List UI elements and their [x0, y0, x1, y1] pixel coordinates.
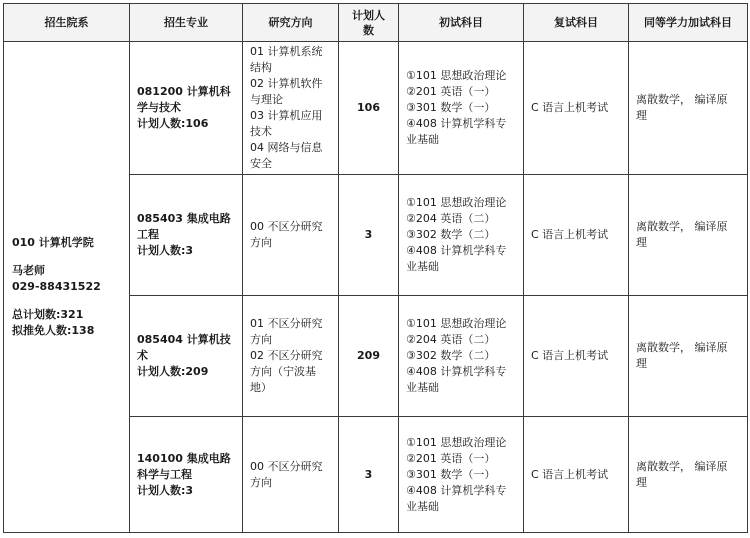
direction-line: 方向: [250, 236, 272, 249]
table-row: [4, 42, 748, 175]
subject-line: ②204 英语（二）: [406, 333, 496, 346]
subject-line: ③302 数学（二）: [406, 349, 496, 362]
major-plan: 计划人数:106: [137, 117, 209, 130]
college-phone: 029-88431522: [12, 280, 101, 293]
subject-line: 业基础: [406, 260, 439, 273]
subject-line: ①101 思想政治理论: [406, 69, 507, 82]
extra-line: 理: [636, 357, 647, 370]
major-cell: [130, 296, 243, 417]
extra-line: 理: [636, 236, 647, 249]
header-plan: 计划人数: [339, 4, 399, 42]
admission-table: [3, 3, 748, 533]
major-line: 科学与工程: [137, 467, 192, 481]
major-line: 术: [137, 349, 148, 362]
direction-line: 02 计算机软件: [250, 77, 323, 90]
extra-line: 离散数学， 编译原: [636, 220, 728, 233]
extra-line: 离散数学， 编译原: [636, 93, 728, 106]
major-plan: 计划人数:3: [137, 244, 194, 257]
extra-line: 离散数学， 编译原: [636, 341, 728, 354]
subject-line: 业基础: [406, 381, 439, 394]
major-cell: [130, 175, 243, 296]
major-line: 学与技术: [137, 101, 181, 114]
subject-line: ④408 计算机学科专: [406, 117, 507, 130]
header-row: [4, 4, 748, 42]
subject-line: ③301 数学（一）: [406, 467, 496, 481]
subjects-cell: [399, 175, 524, 296]
direction-line: 与理论: [250, 93, 283, 106]
direction-line: 00 不区分研究: [250, 220, 323, 233]
major-line: 140100 集成电路: [137, 451, 231, 465]
subject-line: ①101 思想政治理论: [406, 196, 507, 209]
plan-count: 3: [339, 175, 399, 296]
subject-line: ②201 英语（一）: [406, 451, 496, 465]
subject-line: ②201 英语（一）: [406, 85, 496, 98]
retest-cell: C 语言上机考试: [524, 296, 629, 417]
subject-line: ③301 数学（一）: [406, 101, 496, 114]
retest-cell: C 语言上机考试: [524, 42, 629, 175]
subject-line: 业基础: [406, 499, 439, 513]
retest-cell: C 语言上机考试: [524, 175, 629, 296]
extra-cell: [629, 175, 748, 296]
header-major: 招生专业: [130, 4, 243, 42]
major-line: 081200 计算机科: [137, 85, 231, 98]
major-plan: 计划人数:209: [137, 365, 209, 378]
subject-line: ④408 计算机学科专: [406, 483, 507, 497]
subject-line: ②204 英语（二）: [406, 212, 496, 225]
retest-cell: C 语言上机考试: [524, 417, 629, 533]
direction-cell: [243, 417, 339, 533]
subjects-cell: [399, 42, 524, 175]
college-recommend: 拟推免人数:138: [12, 324, 95, 337]
subject-line: ①101 思想政治理论: [406, 435, 507, 449]
major-cell: [130, 417, 243, 533]
header-retest: 复试科目: [524, 4, 629, 42]
direction-line: 技术: [250, 125, 272, 138]
direction-line: 结构: [250, 61, 272, 74]
major-plan: 计划人数:3: [137, 483, 194, 497]
subject-line: ④408 计算机学科专: [406, 365, 507, 378]
header-extra: 同等学力加试科目: [629, 4, 748, 42]
direction-line: 01 计算机系统: [250, 45, 323, 58]
major-line: 工程: [137, 228, 159, 241]
major-line: 085403 集成电路: [137, 212, 231, 225]
direction-line: 01 不区分研究: [250, 317, 323, 330]
subject-line: ①101 思想政治理论: [406, 317, 507, 330]
direction-cell: [243, 296, 339, 417]
direction-cell: [243, 42, 339, 175]
college-cell: [4, 42, 130, 533]
college-contact: 马老师: [12, 264, 45, 277]
subjects-cell: [399, 417, 524, 533]
college-total: 总计划数:321: [12, 308, 84, 321]
subjects-cell: [399, 296, 524, 417]
major-line: 085404 计算机技: [137, 333, 231, 346]
direction-line: 00 不区分研究: [250, 459, 323, 473]
direction-line: 方向: [250, 333, 272, 346]
extra-line: 理: [636, 109, 647, 122]
major-cell: [130, 42, 243, 175]
header-college: 招生院系: [4, 4, 130, 42]
extra-line: 理: [636, 475, 647, 489]
plan-count: 209: [339, 296, 399, 417]
subject-line: 业基础: [406, 133, 439, 146]
subject-line: ③302 数学（二）: [406, 228, 496, 241]
subject-line: ④408 计算机学科专: [406, 244, 507, 257]
header-first-exam: 初试科目: [399, 4, 524, 42]
extra-cell: [629, 417, 748, 533]
direction-line: 04 网络与信息: [250, 141, 323, 154]
college-name: 010 计算机学院: [12, 236, 94, 249]
direction-cell: [243, 175, 339, 296]
direction-line: 02 不区分研究: [250, 349, 323, 362]
header-direction: 研究方向: [243, 4, 339, 42]
direction-line: 03 计算机应用: [250, 109, 323, 122]
direction-line: 安全: [250, 157, 272, 170]
plan-count: 3: [339, 417, 399, 533]
direction-line: 地）: [250, 381, 272, 394]
extra-line: 离散数学， 编译原: [636, 459, 728, 473]
extra-cell: [629, 296, 748, 417]
plan-count: 106: [339, 42, 399, 175]
direction-line: 方向: [250, 475, 272, 489]
direction-line: 方向（宁波基: [250, 365, 316, 378]
extra-cell: [629, 42, 748, 175]
